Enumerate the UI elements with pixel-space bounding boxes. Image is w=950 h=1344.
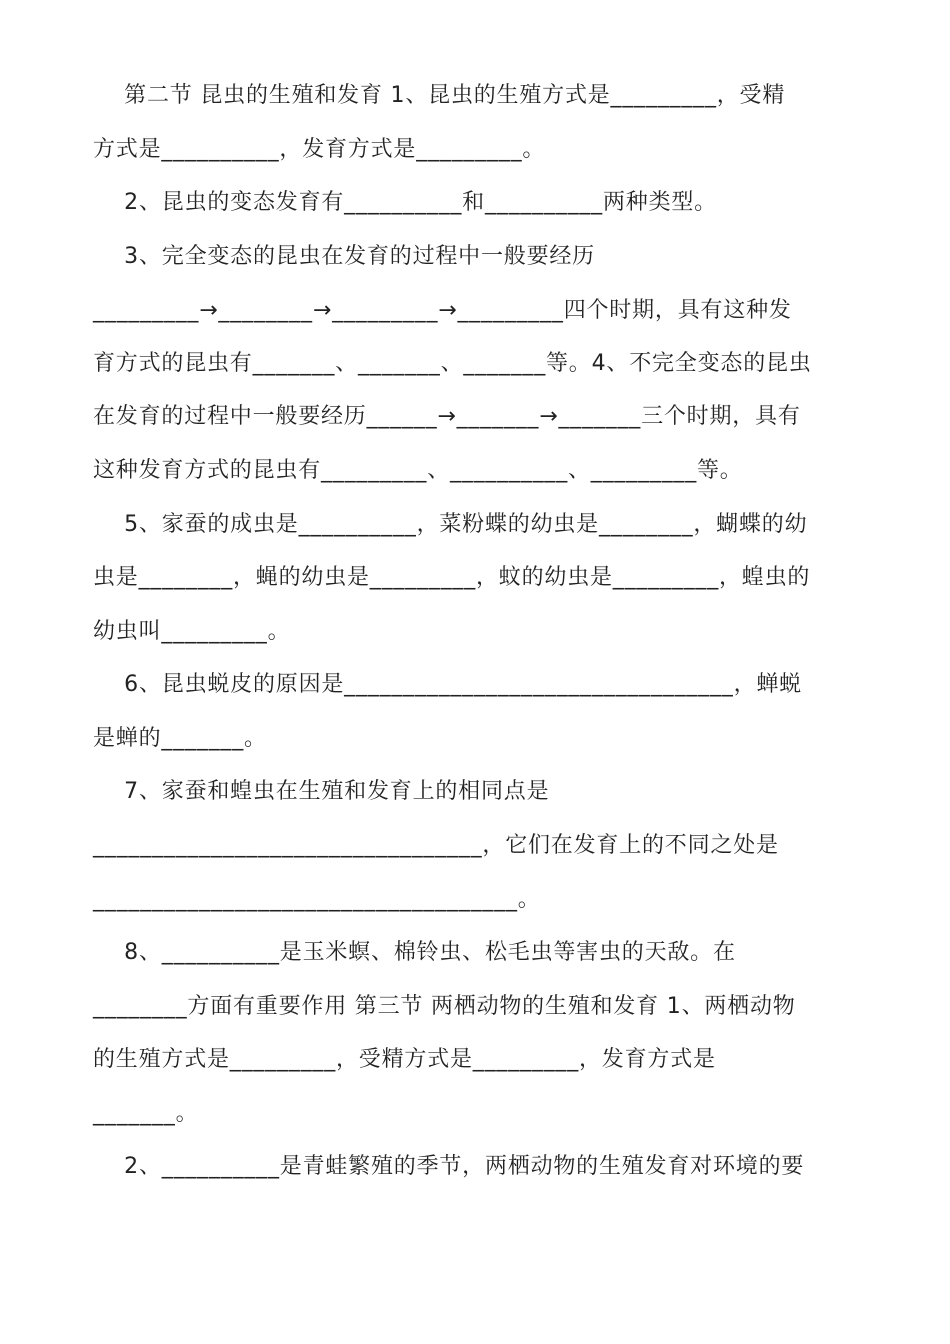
text-line: 方式是__________，发育方式是_________。 <box>93 137 546 162</box>
text-line: _________________________________，它们在发育上的不同之处是 <box>93 833 779 858</box>
text-line: 是蝉的_______。 <box>93 726 267 751</box>
text-line: 2、昆虫的变态发育有__________和__________两种类型。 <box>93 190 717 215</box>
text-line: 7、家蚕和蝗虫在生殖和发育上的相同点是 <box>93 779 550 804</box>
text-line: 3、完全变态的昆虫在发育的过程中一般要经历 <box>93 244 595 269</box>
text-line: 6、昆虫蜕皮的原因是_________________________________，蝉蜕 <box>93 672 802 697</box>
text-line: 这种发育方式的昆虫有_________、__________、_________等。 <box>93 458 743 483</box>
text-line: 虫是________，蝇的幼虫是_________，蚊的幼虫是_________，蝗虫的 <box>93 565 811 590</box>
text-line: 幼虫叫_________。 <box>93 619 291 644</box>
text-line: ____________________________________。 <box>93 887 541 912</box>
text-line: ________方面有重要作用 第三节 两栖动物的生殖和发育 1、两栖动物 <box>93 994 796 1019</box>
text-line: 的生殖方式是_________，受精方式是_________，发育方式是 <box>93 1047 716 1072</box>
text-line: 5、家蚕的成虫是__________，菜粉蝶的幼虫是________，蝴蝶的幼 <box>93 512 808 537</box>
text-line: _________→________→_________→_________四个时期，具有这种发 <box>93 298 792 323</box>
text-line: 第二节 昆虫的生殖和发育 1、昆虫的生殖方式是_________，受精 <box>93 83 786 108</box>
text-line: 在发育的过程中一般要经历______→_______→_______三个时期，具有 <box>93 404 801 429</box>
text-line: 2、__________是青蛙繁殖的季节，两栖动物的生殖发育对环境的要 <box>93 1154 805 1179</box>
text-line: 8、__________是玉米螟、棉铃虫、松毛虫等害虫的天敌。在 <box>93 940 736 965</box>
text-line: 育方式的昆虫有_______、_______、_______等。4、不完全变态的昆虫 <box>93 351 812 376</box>
text-line: _______。 <box>93 1101 199 1126</box>
